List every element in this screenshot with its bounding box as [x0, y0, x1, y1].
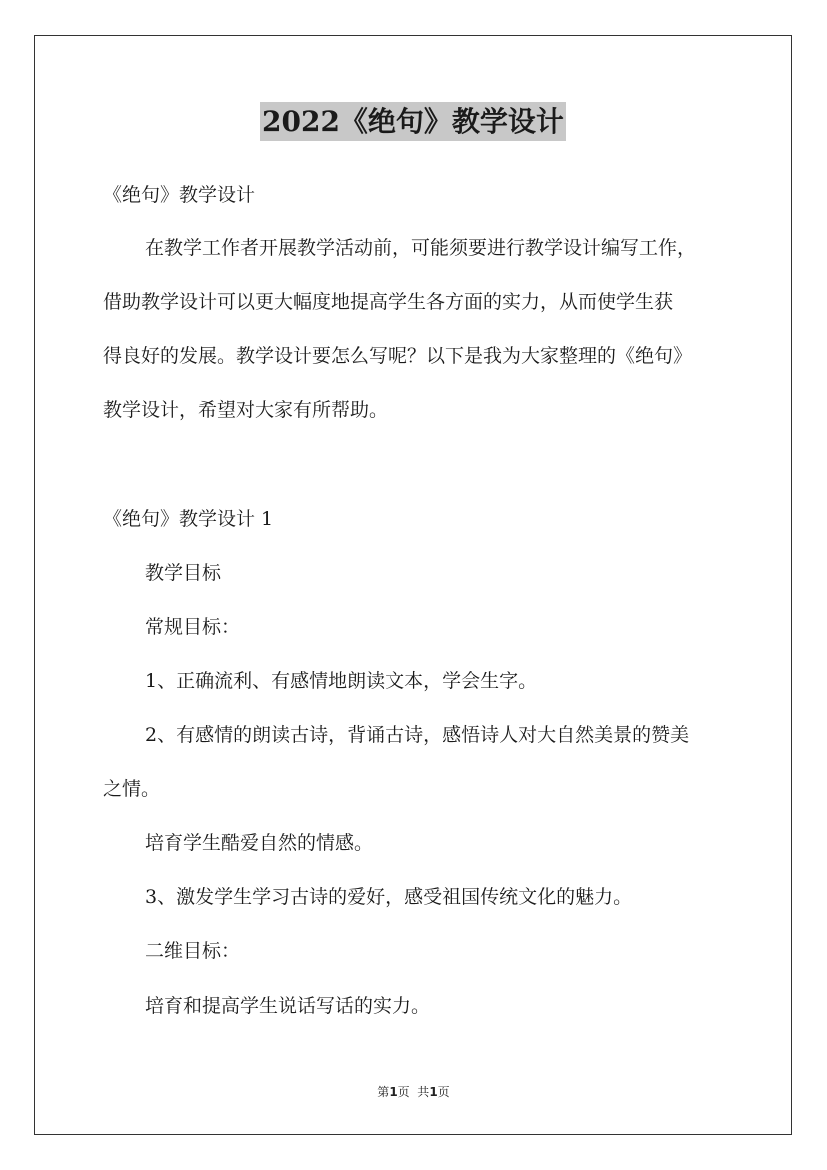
body-line-3: 1、正确流利、有感情地朗读文本，学会生字。 — [145, 670, 538, 692]
body-line-4: 2、有感情的朗读古诗，背诵古诗，感悟诗人对大自然美景的赞美 — [145, 724, 690, 746]
footer-total-pages: 1 — [429, 1085, 438, 1099]
body-line-1: 教学目标 — [145, 562, 222, 584]
intro-line-4: 教学设计，希望对大家有所帮助。 — [103, 399, 389, 421]
footer-mid: 页 共 — [397, 1085, 430, 1099]
section-heading: 《绝句》教学设计 1 — [103, 508, 274, 530]
intro-line-3: 得良好的发展。教学设计要怎么写呢？以下是我为大家整理的《绝句》 — [103, 345, 693, 367]
footer-prefix: 第 — [377, 1085, 390, 1099]
body-line-2: 常规目标： — [145, 616, 241, 638]
body-line-7: 3、激发学生学习古诗的爱好，感受祖国传统文化的魅力。 — [145, 886, 633, 908]
document-title: 2022《绝句》教学设计 — [260, 102, 566, 141]
body-line-8: 二维目标： — [145, 940, 241, 962]
page-footer — [0, 1083, 827, 1100]
subtitle: 《绝句》教学设计 — [103, 184, 256, 206]
intro-line-2: 借助教学设计可以更大幅度地提高学生各方面的实力，从而使学生获 — [103, 291, 674, 313]
footer-current-page: 1 — [389, 1085, 398, 1099]
intro-line-1: 在教学工作者开展教学活动前，可能须要进行教学设计编写工作， — [145, 237, 697, 259]
body-line-5: 之情。 — [103, 778, 161, 800]
body-line-9: 培育和提高学生说话写话的实力。 — [145, 995, 431, 1017]
body-line-6: 培育学生酷爱自然的情感。 — [145, 832, 374, 854]
footer-suffix: 页 — [437, 1085, 450, 1099]
